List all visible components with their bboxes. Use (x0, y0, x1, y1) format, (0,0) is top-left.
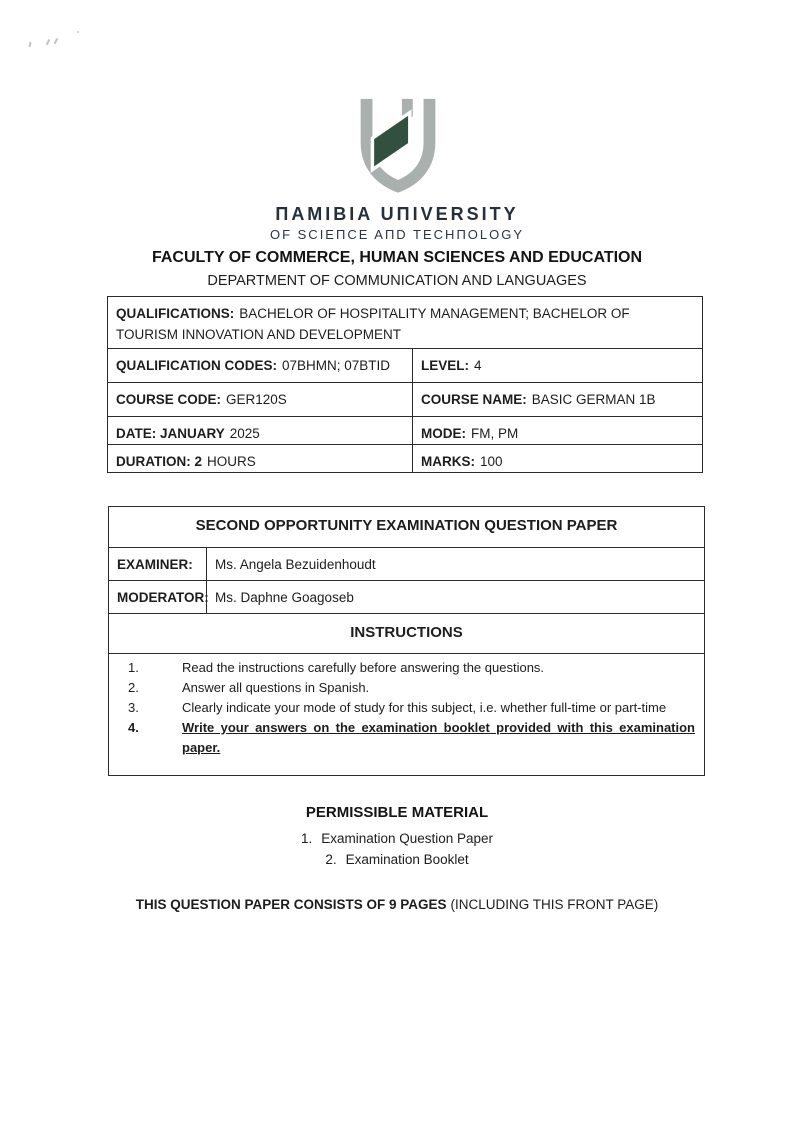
pen-mark (54, 38, 58, 44)
table-row-codes-level (108, 348, 702, 382)
page-count-bold: THIS QUESTION PAPER CONSISTS OF 9 PAGES (135, 897, 447, 912)
moderator-label: MODERATOR: (117, 590, 209, 605)
exam-paper-title: SECOND OPPORTUNITY EXAMINATION QUESTION PAPER (195, 517, 618, 534)
table-row-instructions-list (109, 653, 704, 775)
qualifications-label: QUALIFICATIONS: (116, 306, 235, 321)
mode-value: FM, PM (471, 425, 519, 441)
table-row-examiner (109, 547, 704, 580)
instruction-number: 1. (128, 660, 139, 675)
university-wordmark-line1: ПAMIBIA UПIVERSITY (275, 204, 519, 224)
examiner-value: Ms. Angela Bezuidenhoudt (206, 548, 704, 580)
permissible-item-number: 2. (325, 852, 337, 867)
permissible-item-number: 1. (300, 831, 313, 846)
pen-mark (77, 31, 79, 33)
date-label: DATE: JANUARY (116, 425, 225, 441)
course-code-value: GER120S (226, 391, 287, 407)
department-heading: DEPARTMENT OF COMMUNICATION AND LANGUAGES (207, 273, 587, 289)
course-code-label: COURSE CODE: (116, 391, 222, 407)
marks-value: 100 (480, 454, 503, 469)
permissible-item-text: Examination Booklet (345, 852, 469, 867)
exam-paper-table (108, 506, 705, 776)
duration-cell (108, 445, 412, 472)
course-name-label: COURSE NAME: (421, 391, 527, 407)
permissible-item (0, 831, 794, 846)
instruction-item-emphasized (109, 718, 696, 758)
level-cell (412, 349, 702, 382)
instruction-text: Write your answers on the examination booklet provided with this examination paper. (182, 720, 695, 755)
instruction-text: Read the instructions carefully before answering the questions. (182, 660, 545, 675)
instruction-item (109, 658, 696, 678)
qualifications-value: BACHELOR OF HOSPITALITY MANAGEMENT; BACHELOR OF TOURISM INNOVATION AND DEVELOPMENT (116, 306, 630, 342)
permissible-material-title: PERMISSIBLE MATERIAL (305, 804, 489, 821)
qualification-codes-value: 07BHMN; 07BTID (282, 357, 391, 373)
green-emblem-band (372, 113, 409, 170)
nust-shield-logo (339, 92, 457, 204)
page-count-note (0, 897, 794, 912)
table-row-instructions-header (109, 613, 704, 653)
table-row-paper-title (109, 507, 704, 547)
table-row-date-mode (108, 416, 702, 444)
marks-cell (412, 445, 702, 472)
level-label: LEVEL: (421, 357, 470, 373)
course-info-table (107, 296, 703, 473)
qualification-codes-cell (108, 349, 412, 382)
qualification-codes-label: QUALIFICATION CODES: (116, 357, 277, 373)
level-value: 4 (474, 357, 482, 373)
instruction-item (109, 698, 696, 718)
mode-label: MODE: (421, 425, 466, 441)
instruction-text: Answer all questions in Spanish. (182, 680, 370, 695)
table-row-duration-marks (108, 444, 702, 472)
instruction-text: Clearly indicate your mode of study for this subject, i.e. whether full-time or part-time (182, 700, 667, 715)
instruction-number: 4. (128, 720, 139, 735)
duration-value: HOURS (207, 454, 256, 469)
examiner-label: EXAMINER: (117, 557, 193, 572)
table-row-course (108, 382, 702, 416)
course-name-cell (412, 383, 702, 416)
instructions-title: INSTRUCTIONS (350, 624, 463, 641)
permissible-item (0, 852, 794, 867)
marks-label: MARKS: (421, 454, 475, 469)
permissible-item-text: Examination Question Paper (321, 831, 494, 846)
instruction-item (109, 678, 696, 698)
table-row-qualifications (108, 297, 702, 348)
page-count-regular: (INCLUDING THIS FRONT PAGE) (450, 897, 659, 912)
table-row-moderator (109, 580, 704, 613)
date-cell (108, 417, 412, 444)
date-value: 2025 (229, 425, 260, 441)
duration-label: DURATION: 2 (116, 454, 202, 469)
mode-cell (412, 417, 702, 444)
course-name-value: BASIC GERMAN 1B (531, 391, 656, 407)
instruction-number: 2. (128, 680, 139, 695)
course-code-cell (108, 383, 412, 416)
moderator-value: Ms. Daphne Goagoseb (206, 581, 704, 613)
university-wordmark-line2: OF SCIEПCE AПD TECHПOLOGY (269, 227, 525, 242)
pen-mark (46, 39, 50, 45)
pen-mark (28, 42, 31, 47)
qualifications-cell (108, 297, 702, 348)
faculty-heading: FACULTY OF COMMERCE, HUMAN SCIENCES AND EDUCATION (151, 249, 643, 266)
instruction-number: 3. (128, 700, 139, 715)
